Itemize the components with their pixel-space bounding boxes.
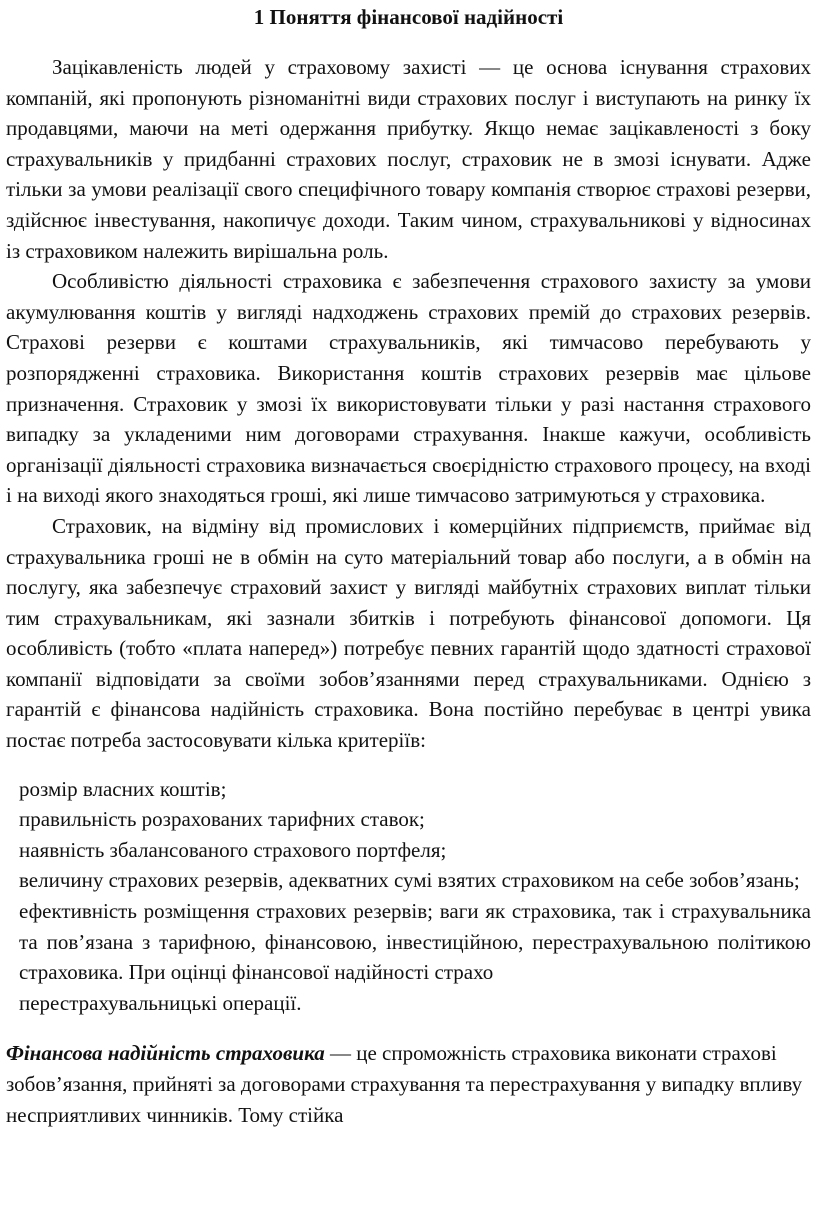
definition-paragraph <box>6 1038 811 1130</box>
criteria-list <box>6 774 811 1019</box>
list-item: величину страхових резервів, адекватних сумі взятих страховиком на себе зобов’язань; <box>19 868 800 893</box>
list-item: ефективність розміщення страхових резервів; ваги як страховика, так і страхувальника та пов’язана з тарифною, фінансовою, інвестиційною, перестрахувальною політикою страховика. При оцінці фінансової надійності страхо <box>19 899 811 985</box>
paragraph-insurer-features: Особливістю діяльності страховика є забезпечення страхового захисту за умови акумулювання коштів у вигляді надходжень страхових премій до страхових резервів. Страхові резерви є коштами страхувальників, які тимчасово перебувають у розпорядженні страховика. Використання коштів страхових резервів має цільове призначення. Страховик у змозі їх використовувати тільки у разі настання страхового випадку за укладеними ним договорами страхування. Інакше кажучи, особливість організації діяльності страховика визначається своєрідністю страхового процесу, на вході і на виході якого знаходяться гроші, які лише тимчасово затримуються у страховика. <box>6 269 811 508</box>
paragraph-interest: Зацікавленість людей у страховому захисті — це основа існування страхових компаній, які пропонують різноманітні види страхових послуг і виступають на ринку їх продавцями, маючи на меті одержання прибутку. Якщо немає зацікавленості з боку страхувальників у придбанні страхових послуг, страховик не в змозі існувати. Адже тільки за умови реалізації свого специфічного товару компанія створює страхові резерви, здійснює інвестування, накопичує доходи. Таким чином, страхувальникові у відносинах із страховиком належить вирішальна роль. <box>6 55 811 263</box>
list-item: правильність розрахованих тарифних ставок; <box>19 807 425 832</box>
list-item: наявність збалансованого страхового портфеля; <box>19 837 447 862</box>
page-title: 1 Поняття фінансової надійності <box>253 5 564 29</box>
definition-text: — це спроможність страховика виконати страхові зобов’язання, прийняті за договорами страхування та перестрахування у випадку впливу несприятливих чинників. Тому стійка <box>6 1041 803 1127</box>
definition-term: Фінансова надійність страховика <box>6 1041 325 1066</box>
paragraph-guarantees: Страховик, на відміну від промислових і комерційних підприємств, приймає від страхувальника гроші не в обмін на суто матеріальний товар або послуги, а в обмін на послугу, яка забезпечує страховий захист у вигляді майбутніх страхових виплат тільки тим страхувальникам, які зазнали збитків і потребують фінансової допомоги. Ця особливість (тобто «плата наперед») потребує певних гарантій щодо здатності страхової компанії відповідати за своїми зобов’язаннями перед страхувальниками. Однією з гарантій є фінансова надійність страховика. Вона постійно перебуває в центрі увика постає потреба застосовувати кілька критеріїв: <box>6 513 811 753</box>
list-item: розмір власних коштів; <box>19 776 227 801</box>
list-item: перестрахувальницькі операції. <box>19 990 302 1015</box>
